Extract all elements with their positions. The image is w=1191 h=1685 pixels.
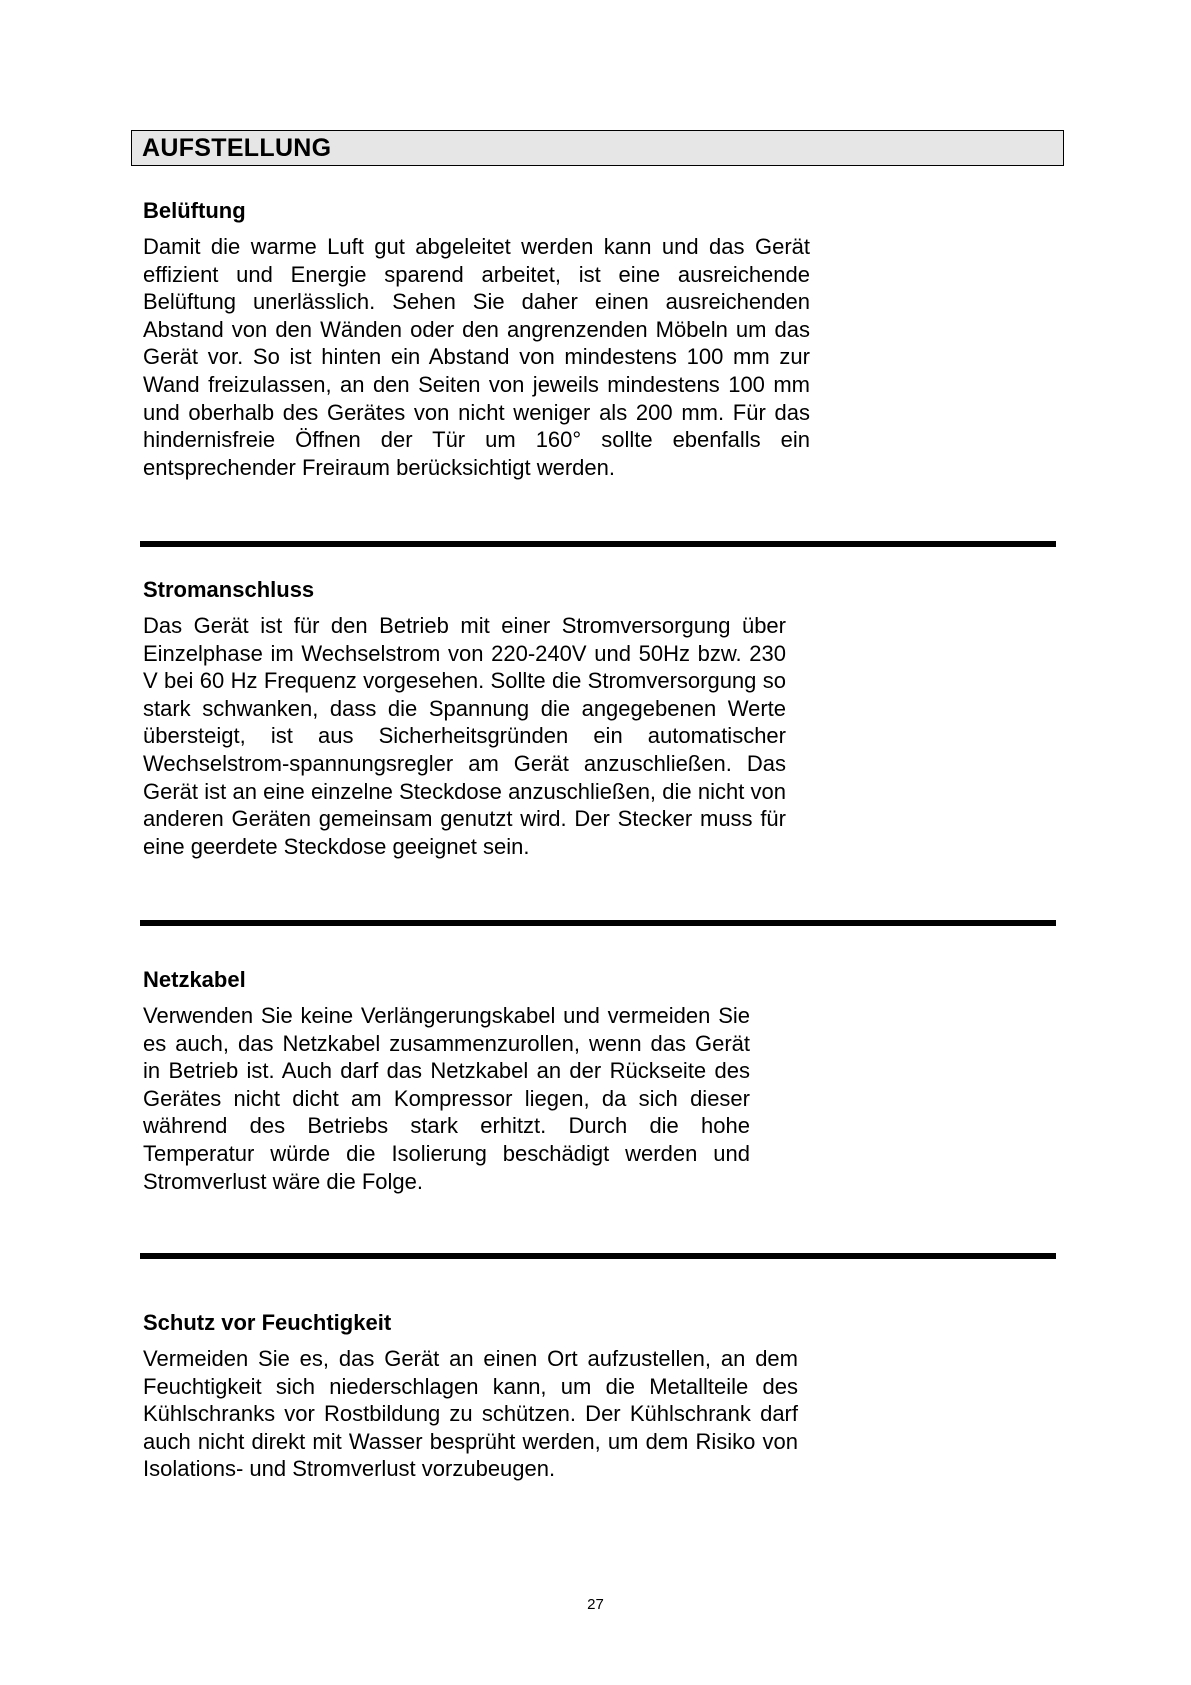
page-title: AUFSTELLUNG [142,134,332,162]
section-heading: Belüftung [143,198,246,223]
section-paragraph: Das Gerät ist für den Betrieb mit einer Stromversorgung über Einzelphase im Wechselstrom von 220-240V und 50Hz bzw. 230 V bei 60 Hz Frequenz vorgesehen. Sollte die Stromversorgung so stark schwanken, dass die Spannung die angegebenen Werte übersteigt, ist aus Sicherheitsgründen ein automatischer Wechselstrom-spannungsregler am Gerät anzuschließen. Das Gerät ist an eine einzelne Steckdose anzuschließen, die nicht von anderen Geräten gemeinsam genutzt wird. Der Stecker muss für eine geerdete Steckdose geeignet sein. [143,613,786,859]
section-divider [140,920,1056,926]
section-stromanschluss [143,576,786,860]
section-divider [140,541,1056,547]
section-heading: Stromanschluss [143,577,315,602]
section-feuchtigkeit [143,1309,798,1483]
page-number: 27 [587,1596,604,1613]
section-header [131,130,1064,166]
section-paragraph: Vermeiden Sie es, das Gerät an einen Ort aufzustellen, an dem Feuchtigkeit sich niederschlagen kann, um die Metallteile des Kühlschranks vor Rostbildung zu schützen. Der Kühlschrank darf auch nicht direkt mit Wasser besprüht werden, um dem Risiko von Isolations- und Stromverlust vorzubeugen. [143,1346,798,1482]
section-belueftung [143,197,810,481]
section-divider [140,1253,1056,1259]
section-netzkabel [143,966,750,1195]
section-heading: Netzkabel [143,967,246,992]
section-paragraph: Damit die warme Luft gut abgeleitet werden kann und das Gerät effizient und Energie sparend arbeitet, ist eine ausreichende Belüftung unerlässlich. Sehen Sie daher einen ausreichenden Abstand von den Wänden oder den angrenzenden Möbeln um das Gerät vor. So ist hinten ein Abstand von mindestens 100 mm zur Wand freizulassen, an den Seiten von jeweils mindestens 100 mm und oberhalb des Gerätes von nicht weniger als 200 mm. Für das hindernisfreie Öffnen der Tür um 160° sollte ebenfalls ein entsprechender Freiraum berücksichtigt werden. [143,234,810,480]
section-heading: Schutz vor Feuchtigkeit [143,1310,392,1335]
section-paragraph: Verwenden Sie keine Verlängerungskabel und vermeiden Sie es auch, das Netzkabel zusammenzurollen, wenn das Gerät in Betrieb ist. Auch darf das Netzkabel an der Rückseite des Gerätes nicht dicht am Kompressor liegen, da sich dieser während des Betriebs stark erhitzt. Durch die hohe Temperatur würde die Isolierung beschädigt werden und Stromverlust wäre die Folge. [143,1003,750,1194]
